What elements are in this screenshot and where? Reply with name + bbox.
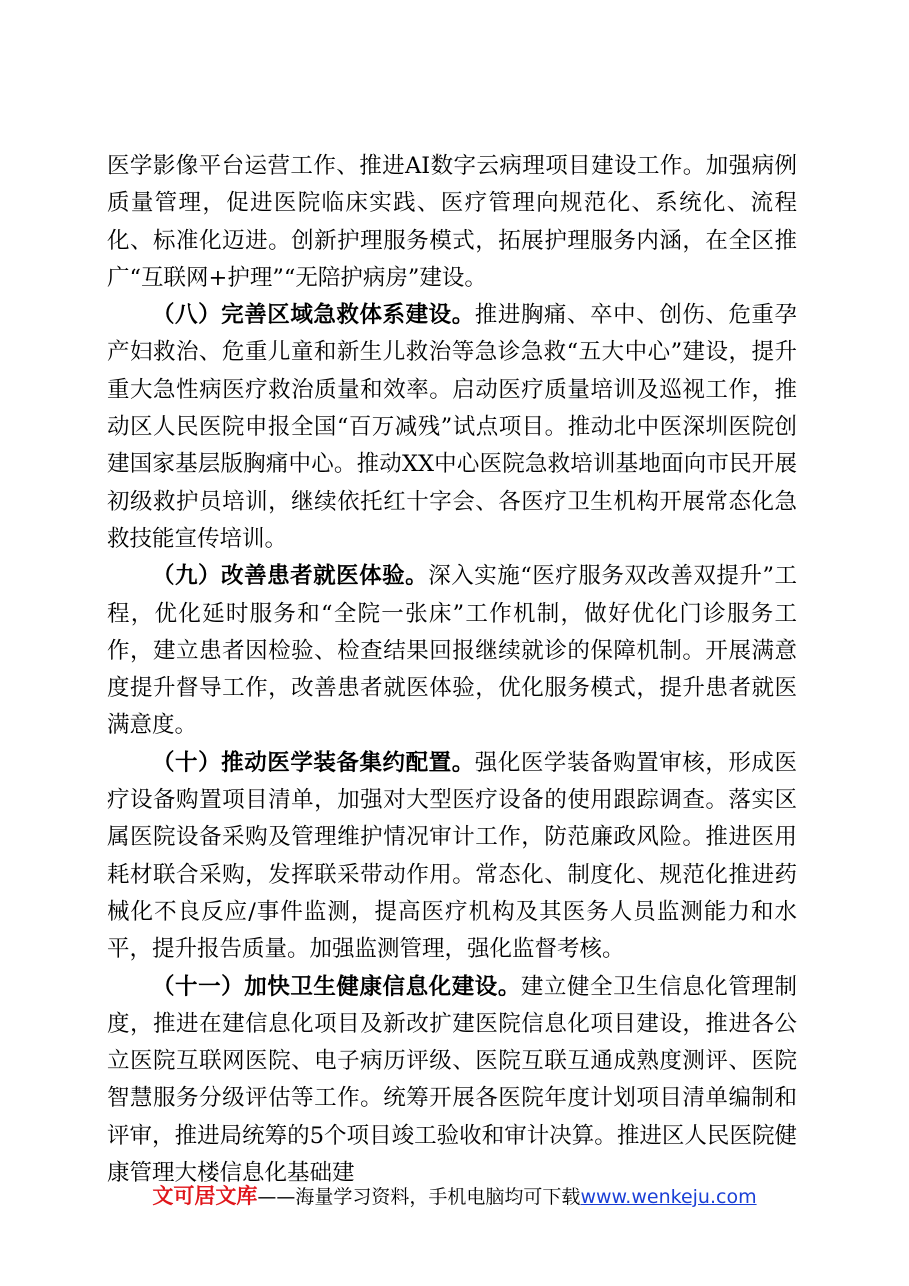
section-9-body: 深入实施“医疗服务双改善双提升”工程，优化延时服务和“全院一张床”工作机制，做好优化门诊服务工作，建立患者因检验、检查结果回报继续就诊的保障机制。开展满意度提升督导工作，改善患者就医体验，优化服务模式，提升患者就医满意度。 <box>107 563 797 739</box>
section-8-heading: （八）完善区域急救体系建设。 <box>152 302 475 329</box>
section-9-heading: （九）改善患者就医体验。 <box>152 563 429 590</box>
section-10-paragraph <box>107 745 797 969</box>
section-11-heading: （十一）加快卫生健康信息化建设。 <box>152 973 521 1000</box>
section-8-body: 推进胸痛、卒中、创伤、危重孕产妇救治、危重儿童和新生儿救治等急诊急救“五大中心”建设，提升重大急性病医疗救治质量和效率。启动医疗质量培训及巡视工作，推动区人民医院申报全国“百万减残”试点项目。推动北中医深圳医院创建国家基层版胸痛中心。推动XX中心医院急救培训基地面向市民开展初级救护员培训，继续依托红十字会、各医疗卫生机构开展常态化急救技能宣传培训。 <box>107 302 797 552</box>
section-10-heading: （十）推动医学装备集约配置。 <box>152 749 475 776</box>
document-body <box>107 148 797 1192</box>
intro-paragraph: 医学影像平台运营工作、推进AI数字云病理项目建设工作。加强病例质量管理，促进医院临床实践、医疗管理向规范化、系统化、流程化、标准化迈进。创新护理服务模式，拓展护理服务内涵，在全区推广“互联网+护理”“无陪护病房”建设。 <box>107 153 797 291</box>
section-8-paragraph <box>107 297 797 558</box>
section-11-paragraph <box>107 969 797 1193</box>
section-11-body: 建立健全卫生信息化管理制度，推进在建信息化项目及新改扩建医院信息化项目建设，推进各公立医院互联网医院、电子病历评级、医院互联互通成熟度测评、医院智慧服务分级评估等工作。统筹开展各医院年度计划项目清单编制和评审，推进局统筹的5个项目竣工验收和审计决算。推进区人民医院健康管理大楼信息化基础建 <box>107 973 797 1187</box>
footer-banner <box>0 1180 909 1210</box>
footer-site-link[interactable]: www.wenkeju.com <box>580 1186 757 1208</box>
section-10-body: 强化医学装备购置审核，形成医疗设备购置项目清单，加强对大型医疗设备的使用跟踪调查。落实区属医院设备采购及管理维护情况审计工作，防范廉政风险。推进医用耗材联合采购，发挥联采带动作用。常态化、制度化、规范化推进药械化不良反应/事件监测，提高医疗机构及其医务人员监测能力和水平，提升报告质量。加强监测管理，强化监督考核。 <box>107 749 797 963</box>
footer-tagline: ——海量学习资料，手机电脑均可下载 <box>257 1186 581 1208</box>
footer-brand: 文可居文库 <box>152 1184 258 1208</box>
section-9-paragraph <box>107 558 797 744</box>
